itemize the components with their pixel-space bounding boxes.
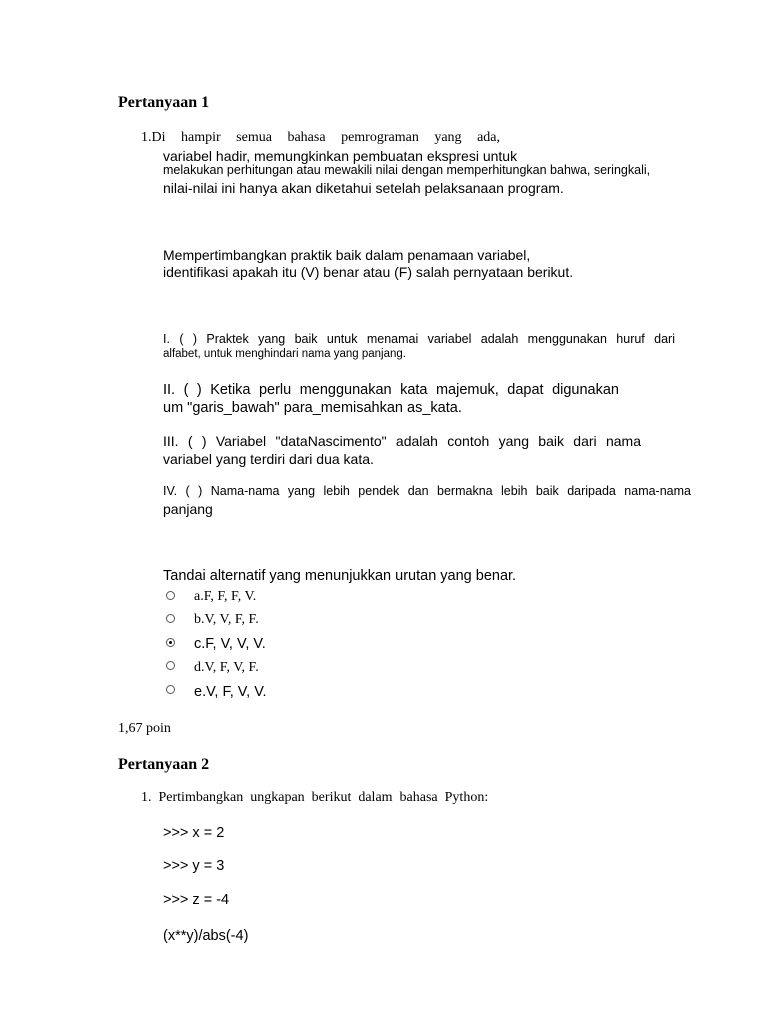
q2-intro: 1. Pertimbangkan ungkapan berikut dalam bahasa Python: (141, 790, 489, 805)
option-d-label[interactable]: d.V, F, V, F. (194, 660, 259, 675)
statement-3-line-2: variabel yang terdiri dari dua kata. (163, 451, 374, 467)
q1-instruction-line-1: Mempertimbangkan praktik baik dalam penamaan variabel, (163, 247, 531, 263)
option-e-label[interactable]: e.V, F, V, V. (194, 684, 267, 700)
q1-intro-line-1: 1.Di hampir semua bahasa pemrograman yang ada, (141, 130, 500, 145)
option-b-radio[interactable] (166, 614, 175, 623)
statement-4-line-1: IV. ( ) Nama-nama yang lebih pendek dan bermakna lebih baik daripada nama-nama (163, 484, 691, 498)
statement-2-line-2: um "garis_bawah" para_memisahkan as_kata. (163, 400, 462, 416)
radio-dot-c (169, 641, 172, 644)
option-a-label[interactable]: a.F, F, F, V. (194, 589, 257, 604)
q1-points: 1,67 poin (118, 721, 171, 736)
q1-prompt: Tandai alternatif yang menunjukkan urutan yang benar. (163, 568, 517, 584)
question-1-heading: Pertanyaan 1 (118, 94, 210, 111)
option-b-label[interactable]: b.V, V, F, F. (194, 612, 259, 627)
q1-intro-line-3: melakukan perhitungan atau mewakili nilai dengan memperhitungkan bahwa, seringkali, (163, 163, 651, 177)
statement-1-line-2: alfabet, untuk menghindari nama yang panjang. (163, 348, 406, 360)
statement-3-line-1: III. ( ) Variabel "dataNascimento" adalah contoh yang baik dari nama (163, 433, 641, 449)
q1-instruction-line-2: identifikasi apakah itu (V) benar atau (F) salah pernyataan berikut. (163, 264, 574, 280)
statement-4-line-2: panjang (163, 501, 213, 517)
option-e-radio[interactable] (166, 685, 175, 694)
option-d-radio[interactable] (166, 661, 175, 670)
code-line-1: >>> x = 2 (163, 825, 225, 841)
option-c-radio[interactable] (166, 638, 175, 647)
code-line-3: >>> z = -4 (163, 892, 230, 908)
option-c-label[interactable]: c.F, V, V, V. (194, 636, 266, 652)
q1-intro-line-4: nilai-nilai ini hanya akan diketahui setelah pelaksanaan program. (163, 180, 564, 196)
code-line-2: >>> y = 3 (163, 858, 225, 874)
option-a-radio[interactable] (166, 591, 175, 600)
code-line-4: (x**y)/abs(-4) (163, 928, 249, 944)
question-2-heading: Pertanyaan 2 (118, 756, 210, 773)
q1-intro-line-2: variabel hadir, memungkinkan pembuatan ekspresi untuk (163, 148, 518, 164)
statement-1-line-1: I. ( ) Praktek yang baik untuk menamai variabel adalah menggunakan huruf dari (163, 332, 675, 346)
statement-2-line-1: II. ( ) Ketika perlu menggunakan kata majemuk, dapat digunakan (163, 382, 619, 398)
